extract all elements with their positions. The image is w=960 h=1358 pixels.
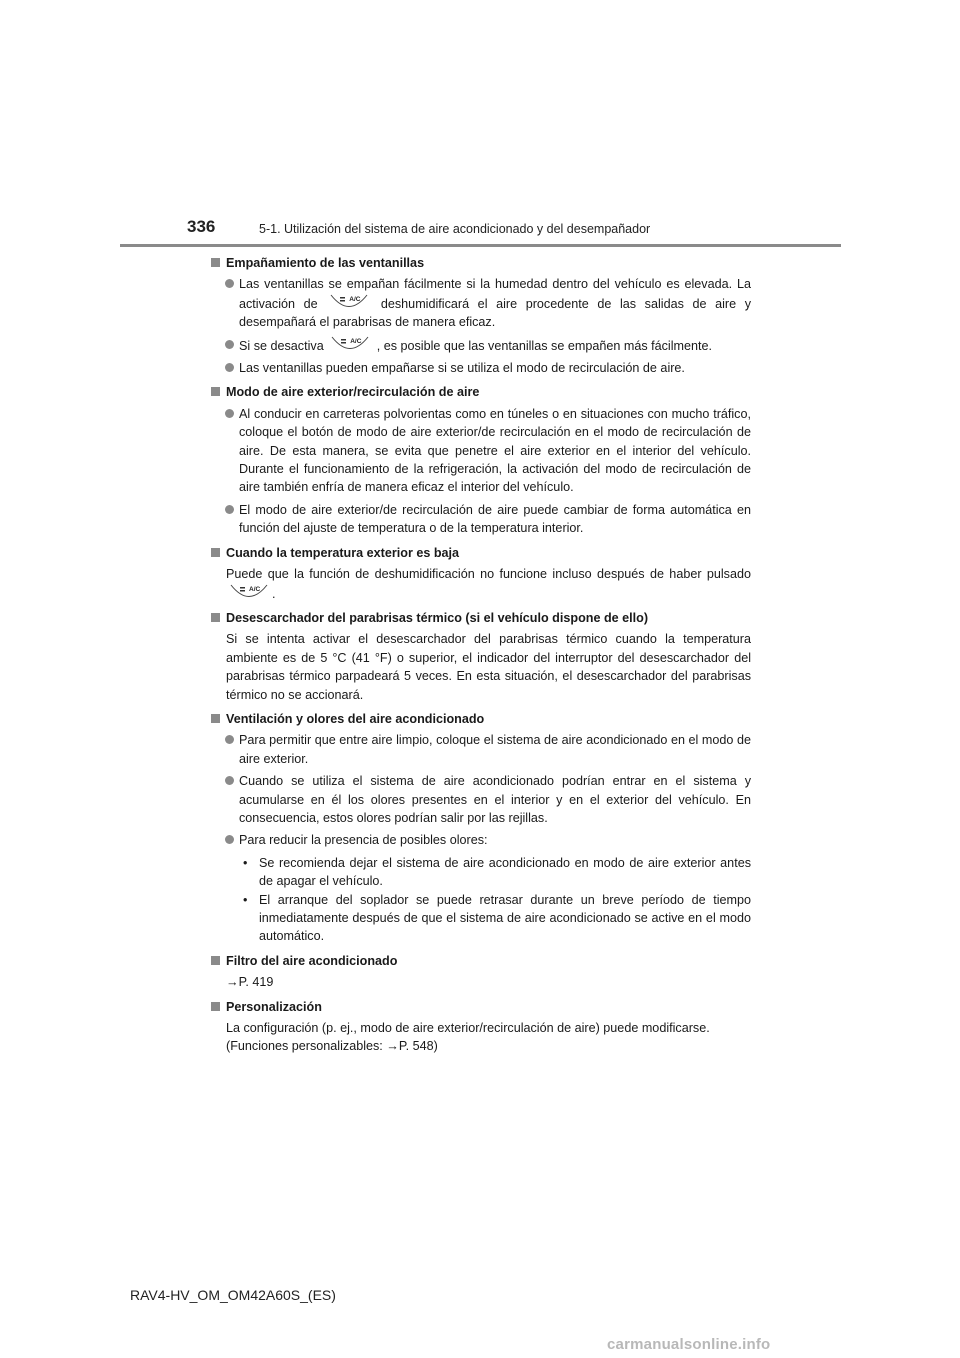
round-bullet-icon <box>225 363 234 372</box>
header-rule <box>120 244 841 247</box>
square-bullet-icon <box>211 613 220 622</box>
square-bullet-icon <box>211 258 220 267</box>
section-heading: Personalización <box>211 998 751 1016</box>
bullet-item: Para permitir que entre aire limpio, coloque el sistema de aire acondicionado en el modo de aire exterior. <box>211 731 751 768</box>
chapter-title: 5-1. Utilización del sistema de aire acondicionado y del desempañador <box>259 222 651 236</box>
round-bullet-icon <box>225 505 234 514</box>
bullet-item: Las ventanillas se empañan fácilmente si la humedad dentro del vehículo es elevada. La activación de A/C deshumidificará el aire procedente de las salidas de aire y desempañará el parabrisas de manera eficaz. <box>211 275 751 331</box>
square-bullet-icon <box>211 714 220 723</box>
watermark: carmanualsonline.info <box>607 1336 771 1353</box>
square-bullet-icon <box>211 387 220 396</box>
sub-list-item: • El arranque del soplador se puede retrasar durante un breve período de tiempo inmediatamente después de que el sistema de aire acondicionado se active en el modo automático. <box>243 892 751 944</box>
bullet-item: El modo de aire exterior/de recirculación de aire puede cambiar de forma automática en función del ajuste de temperatura o de la temperatura interior. <box>211 501 751 538</box>
bullet-item: Al conducir en carreteras polvorientas como en túneles o en situaciones con mucho tráfico, coloque el botón de modo de aire exterior/de recirculación en el modo de recirculación de aire. De esta manera, se evita que penetre el aire exterior en el interior del vehículo. Durante el funcionamiento de la refrigeración, la activación del modo de recirculación de aire también enfría de manera eficaz el interior del vehículo. <box>211 405 751 497</box>
page-number: 336 <box>187 217 216 236</box>
section-fogging <box>211 254 751 377</box>
section-customization <box>211 998 751 1056</box>
round-bullet-icon <box>225 735 234 744</box>
paragraph: Puede que la función de deshumidificación no funcione incluso después de haber pulsado A/C . <box>226 567 751 601</box>
round-bullet-icon <box>225 835 234 844</box>
section-ventilation-odors <box>211 710 751 946</box>
bullet-item: Cuando se utiliza el sistema de aire acondicionado podrían entrar en el sistema y acumularse en él los olores presentes en el interior y en el exterior del vehículo. En consecuencia, estos olores podrían salir por las rejillas. <box>211 772 751 827</box>
page-header <box>0 0 960 250</box>
paragraph: La configuración (p. ej., modo de aire exterior/recirculación de aire) puede modificarse. (Funciones personalizables: →P. 548) <box>226 1021 710 1054</box>
sub-list <box>211 854 751 946</box>
section-ac-filter <box>211 952 751 992</box>
dot-bullet-icon: • <box>243 855 248 870</box>
round-bullet-icon <box>225 409 234 418</box>
bullet-item: Para reducir la presencia de posibles olores: <box>211 831 751 849</box>
section-heading: Filtro del aire acondicionado <box>211 952 751 970</box>
bullet-item: Si se desactiva A/C , es posible que las ventanillas se empañen más fácilmente. <box>211 336 751 355</box>
square-bullet-icon <box>211 548 220 557</box>
paragraph: Si se intenta activar el desescarchador del parabrisas térmico cuando la temperatura ambiente es de 5 °C (41 °F) o superior, el indicador del interruptor del desescarchador del parabrisas térmico parpadeará 5 veces. En esta situación, el desescarchador del parabrisas térmico no se accionará. <box>226 632 751 702</box>
section-air-mode <box>211 383 751 537</box>
page-content <box>211 254 751 1056</box>
section-windshield-deicer <box>211 609 751 704</box>
ac-button-icon: A/C <box>330 294 368 310</box>
section-heading: Ventilación y olores del aire acondicionado <box>211 710 751 728</box>
round-bullet-icon <box>225 340 234 349</box>
page-reference: →P. 419 <box>226 975 274 990</box>
round-bullet-icon <box>225 776 234 785</box>
section-heading: Cuando la temperatura exterior es baja <box>211 544 751 562</box>
section-heading: Empañamiento de las ventanillas <box>211 254 751 272</box>
dot-bullet-icon: • <box>243 892 248 907</box>
round-bullet-icon <box>225 279 234 288</box>
sub-list-item: • Se recomienda dejar el sistema de aire acondicionado en modo de aire exterior antes de apagar el vehículo. <box>243 855 751 889</box>
manual-code: RAV4-HV_OM_OM42A60S_(ES) <box>130 1287 336 1303</box>
ac-button-icon: A/C <box>331 336 369 352</box>
ac-button-icon: A/C <box>230 584 268 600</box>
section-heading: Desescarchador del parabrisas térmico (si el vehículo dispone de ello) <box>211 609 751 627</box>
square-bullet-icon <box>211 956 220 965</box>
bullet-item: Las ventanillas pueden empañarse si se utiliza el modo de recirculación de aire. <box>211 359 751 377</box>
section-low-temperature <box>211 544 751 603</box>
section-heading: Modo de aire exterior/recirculación de aire <box>211 383 751 401</box>
square-bullet-icon <box>211 1002 220 1011</box>
